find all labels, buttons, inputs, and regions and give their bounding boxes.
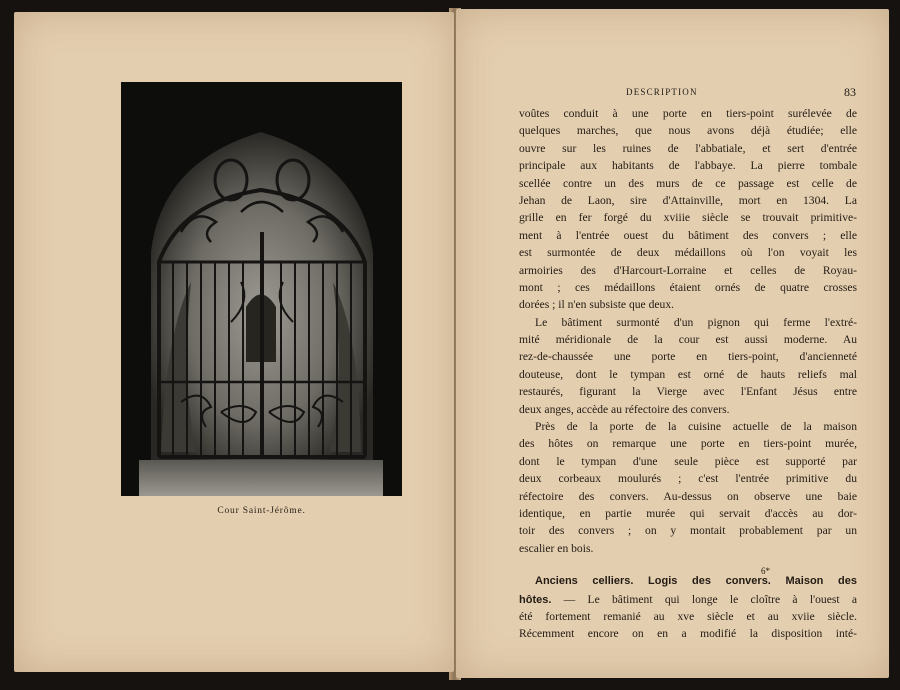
text-line: armoiries des d'Harcourt-Lorraine et celles de Royau-: [519, 263, 857, 277]
text-line: est surmontée de deux médaillons où l'on voyait les: [519, 246, 857, 260]
text-line: douteuse, dont le tympan est orné de hauts reliefs mal: [519, 367, 857, 381]
text-line: Le bâtiment surmonté d'un pignon qui ferme l'extré-: [535, 315, 857, 329]
text-line: Jehan de Laon, sire d'Attainville, mort en 1304. La: [519, 193, 857, 207]
left-page: [14, 12, 454, 672]
text-line: voûtes conduit à une porte en tiers-point surélevée de: [519, 107, 857, 120]
text-line: deux corbeaux moulurés ; c'est l'entrée primitive du: [519, 472, 857, 486]
running-title: DESCRIPTION: [626, 87, 698, 97]
right-page: [456, 9, 889, 678]
text-line: ouvre sur les ruines de l'abbatiale, et sert d'entrée: [519, 141, 857, 155]
text-line: deux anges, accède au réfectoire des convers.: [519, 402, 730, 416]
text-line: dorées ; il n'en subsiste que deux.: [519, 298, 675, 312]
wrought-iron-gate-icon: [121, 82, 402, 496]
text-line: mité méridionale de la cour est aussi moderne. Au: [519, 333, 857, 347]
text-line: mont ; ces médaillons étaient ornés de quatre crosses: [519, 280, 857, 294]
text-line: quelques marches, que nous avons déjà étudiée; elle: [519, 124, 857, 138]
section-text: — Le bâtiment qui longe le cloître à l'ouest a: [551, 592, 857, 606]
text-line: escalier en bois.: [519, 541, 594, 555]
text-line: Près de la porte de la cuisine actuelle de la maison: [535, 420, 857, 434]
text-line: restaurés, figurant la Vierge avec l'Enfant Jésus entre: [519, 385, 857, 399]
section-heading-bold: hôtes.: [519, 593, 552, 606]
gate-photograph: [121, 82, 402, 496]
text-line: principale aux habitants de l'abbaye. La pierre tombale: [519, 159, 857, 173]
running-head: [520, 85, 856, 101]
text-line: toir des convers ; on y montait probablement par un: [519, 524, 857, 538]
section-heading-cont: [519, 591, 857, 608]
text-line: ment à l'entrée ouest du bâtiment des convers ; elle: [519, 228, 857, 242]
body-text: [519, 105, 857, 643]
text-line: rez-de-chaussée une porte en tiers-point, d'ancienneté: [519, 350, 857, 364]
text-line: été fortement remanié au xve siècle et au xviie siècle.: [519, 609, 857, 623]
section-heading: Anciens celliers. Logis des convers. Maison des: [535, 575, 857, 588]
text-line: des hôtes on remarque une porte en tiers-point murée,: [519, 437, 857, 451]
section-gap: [519, 557, 857, 573]
signature-mark: 6*: [761, 566, 770, 576]
text-line: dont le tympan d'une seule pièce est supporté par: [519, 454, 857, 468]
text-line: scellée contre un des murs de ce passage est celle de: [519, 176, 857, 190]
photo-caption: Cour Saint-Jérôme.: [217, 506, 306, 516]
text-line: Récemment encore on en a modifié la disposition inté-: [519, 627, 857, 641]
page-number: 83: [844, 85, 856, 99]
text-line: grille en fer forgé du xviiie siècle se trouvait primitive-: [519, 211, 857, 225]
text-line: réfectoire des convers. Au-dessus on observe une baie: [519, 489, 857, 503]
text-line: identique, en partie murée qui servait d'accès au dor-: [519, 506, 857, 520]
